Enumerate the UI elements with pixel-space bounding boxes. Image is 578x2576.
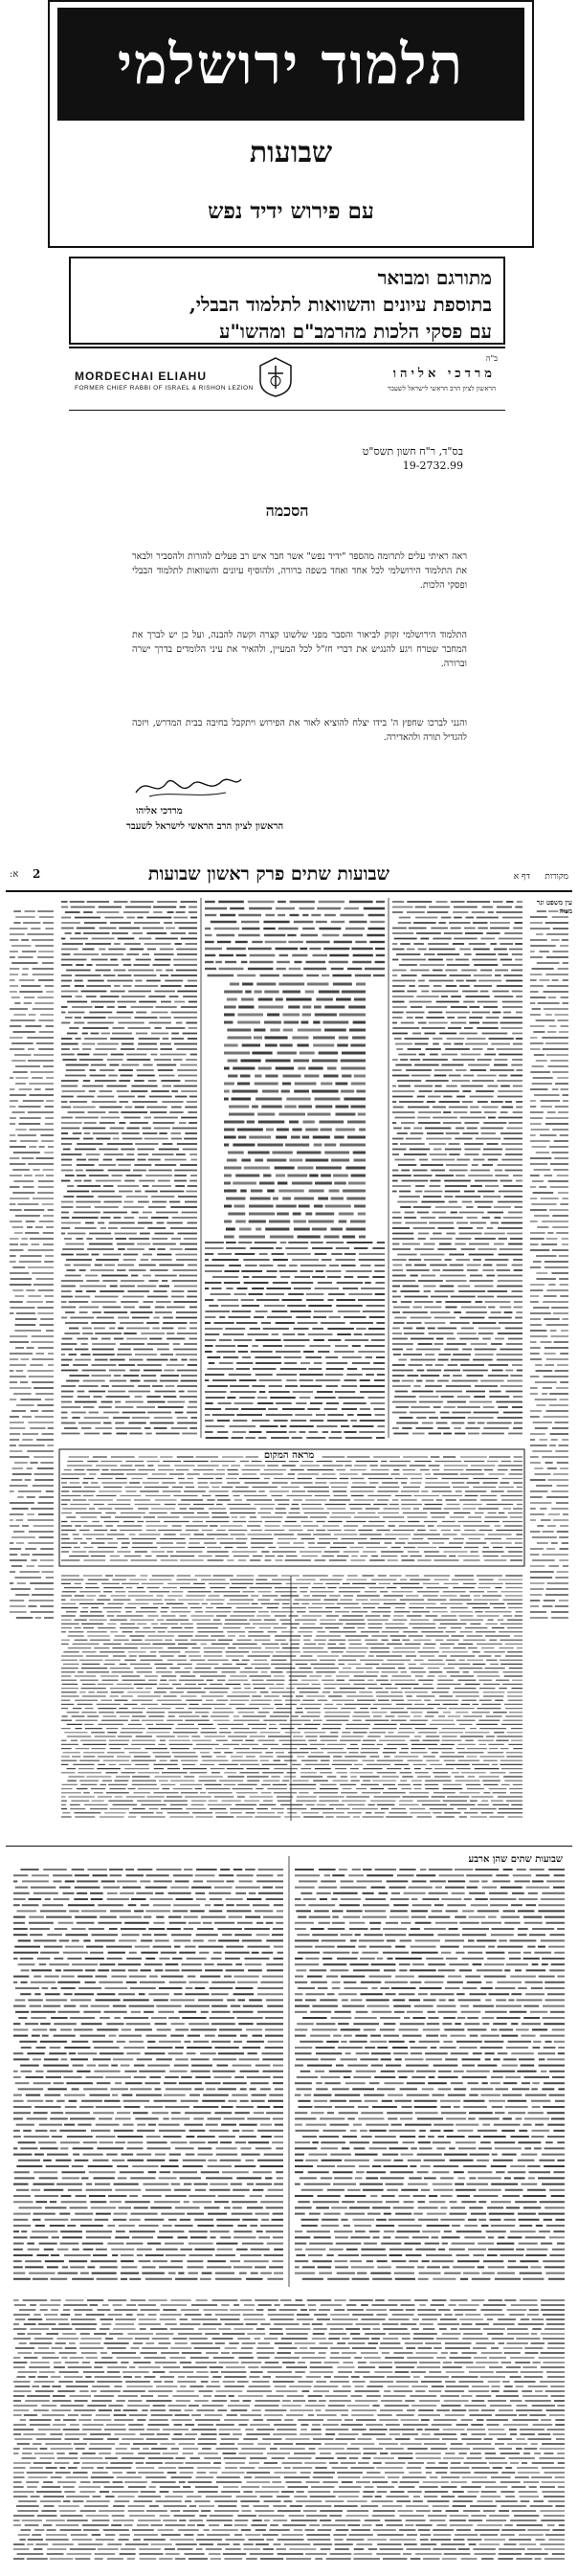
feature-line-3: עם פסקי הלכות מהרמב"ם ומהשו"ע bbox=[219, 320, 492, 343]
right-header: מקורות bbox=[545, 872, 568, 882]
tractate-name: שבועות bbox=[249, 136, 333, 169]
letterhead bbox=[69, 348, 505, 411]
margin-note-title: עין משפט ונר מצוה bbox=[536, 898, 572, 915]
letterhead-hebrew-name: מרדכי אליהו bbox=[392, 367, 496, 381]
translation-opening-words: שבועות שתים שהן ארבע bbox=[468, 1854, 563, 1865]
letter-paragraph-3: והנני לברכו שחפץ ה' בידו יצלח להוציא לאור את הפירוש ויתקבל בחיבה בבית המדרש, ויזכה להגדיל תורה ולהאדירה. bbox=[132, 718, 467, 743]
signature-title: הראשון לציון הרב הראשי לישראל לשעבר bbox=[126, 821, 284, 832]
translation-text-area bbox=[6, 1847, 572, 2572]
page-number: 2 bbox=[33, 867, 41, 881]
emblem-icon bbox=[256, 356, 295, 398]
margin-notes-right bbox=[530, 898, 572, 1635]
signature-name: מרדכי אליהו bbox=[136, 806, 183, 817]
letter-reference-number: 19-2732.99 bbox=[402, 459, 463, 472]
source-reference: דף א bbox=[513, 872, 530, 882]
letterhead-english-name: MORDECHAI ELIAHU bbox=[75, 370, 207, 383]
handwritten-signature bbox=[130, 770, 245, 802]
letter-date-line: בס"ד, ר"ח חשון תשס"ט bbox=[362, 445, 463, 458]
talmud-page bbox=[6, 863, 572, 1832]
main-title: תלמוד ירושלמי bbox=[117, 32, 465, 97]
letter-heading: הסכמה bbox=[265, 502, 309, 520]
letter-paragraph-1: ראה ראיתי עלים לתרומה מהספר "ידיד נפש" אשר חבר איש רב פעלים להורות ולהסביר ולבאר את התלמוד הירושלמי לכל אחד ואחד בשפה ברורה, ולהוסיף עיונים והשוואות לתלמוד הבבלי ופסקי הלכות. bbox=[132, 551, 467, 591]
features-box bbox=[69, 257, 505, 345]
title-banner bbox=[57, 8, 524, 121]
feature-line-1: מתורגם ומבואר bbox=[377, 266, 492, 289]
daf-marker: א: bbox=[10, 869, 19, 880]
letterhead-english-role: FORMER CHIEF RABBI OF ISRAEL & RISHON LEZION bbox=[75, 385, 254, 392]
title-page bbox=[48, 0, 534, 248]
commentary-heading: מראה המקום bbox=[258, 1450, 320, 1461]
commentary-heading-wrap bbox=[6, 1444, 572, 1462]
tractate-header: שבועות שתים פרק ראשון שבועות bbox=[147, 863, 390, 885]
running-head bbox=[6, 863, 572, 892]
talmud-text-area bbox=[6, 863, 572, 1832]
letter-paragraph-2: התלמוד הירושלמי זקוק לביאור והסבר מפני שלשונו קצרה וקשה להבנה, ועל כן יש לברך את המחבר שטרח ויגע להנגיש את דברי חז"ל לכל המעיין, ולהאיר את עיני הלומדים בדרך ישרה וברורה. bbox=[132, 630, 467, 669]
approbation-letter bbox=[69, 347, 505, 862]
feature-line-2: בתוספת עיונים והשוואות לתלמוד הבבלי, bbox=[189, 293, 492, 316]
translation-page bbox=[6, 1846, 572, 2572]
title-subtitle: עם פירוש ידיד נפש bbox=[208, 198, 374, 224]
letter-date bbox=[363, 444, 463, 473]
letterhead-bsd: ב"ה bbox=[485, 354, 498, 363]
letterhead-hebrew-role: הראשון לציון הרב הראשי לישראל לשעבר bbox=[388, 385, 496, 392]
